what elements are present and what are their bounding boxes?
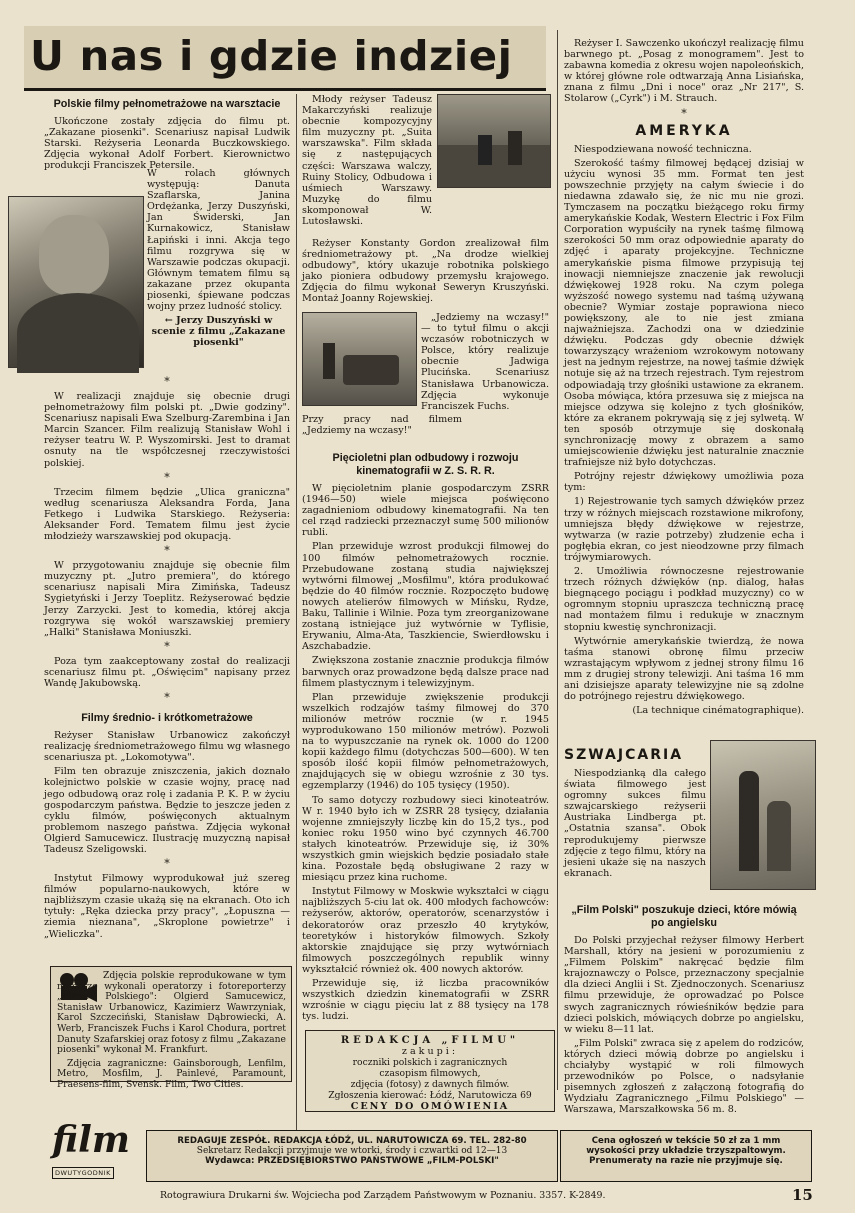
editorial-line: Sekretarz Redakcji przyjmuje we wtorki, środy i czwartki od 12—13: [196, 1146, 508, 1156]
column-2-top-text: [302, 94, 432, 234]
printer-line: Rotograwiura Drukarni św. Wojciecha pod Zarządem Państwowym w Poznaniu. 3357. K-2849.: [160, 1190, 606, 1201]
column-1-beside-photo: [147, 168, 290, 368]
redakcja-title: REDAKCJA „FILMU": [340, 1035, 520, 1046]
ad-line: Prenumeraty na razie nie przyjmuje się.: [589, 1156, 783, 1166]
portrait-body: [17, 293, 139, 373]
ruins-shape: [438, 145, 550, 187]
column-2-gordon: [302, 238, 549, 310]
redakcja-line: czasopism filmowych,: [379, 1068, 481, 1079]
redakcja-line: CENY DO OMÓWIENIA: [350, 1101, 510, 1112]
ad-line: Cena ogłoszeń w tekście 50 zł za 1 mm: [591, 1136, 781, 1146]
editorial-line: REDAGUJE ZESPÓŁ. REDAKCJA ŁÓDŹ, UL. NARUTOWICZA 69. TEL. 282-80: [177, 1136, 527, 1146]
paragraph: W rolach głównych występują: Danuta Szaflarska, Janina Ordężanka, Jerzy Duszyński, Jan Świderski, Jan Kurnakowicz, Stanisław Łapiński i inni. Akcja tego filmu rozgrywa się w Warszawie podczas okupacji. Głównym tematem filmu są zakazane przez okupanta piosenki, śpiewane podczas wojny przez ludność stolicy.: [147, 168, 290, 313]
heading-film-polski-search: „Film Polski" poszukuje dzieci, które mówią po angielsku: [571, 904, 797, 929]
paragraph: W przygotowaniu znajduje się obecnie film muzyczny pt. „Jutro premiera", do którego scenariusz napisali Mira Zimińska, Tadeusz Sygietyński i Jerzy Toeplitz. Reżyserować będzie Jerzy Zarzycki. Jest to komedia, której akcja rozgrywa się wokół warszawskiej premiery „Halki" Stanisława Moniuszki.: [44, 560, 290, 638]
photo-duszynski: [8, 196, 144, 368]
paragraph: Instytut Filmowy wyprodukował już szereg filmów popularno-naukowych, które w najbliższym czasie ukażą się na ekranach. Oto ich tytuły: „Ręka dziecka przy pracy", „Łopuszna — ziemia nieznana", „Skroplone powietrze" i „Wieliczka".: [44, 873, 290, 940]
paragraph: Potrójny rejestr dźwiękowy umożliwia poza tym:: [564, 471, 804, 494]
paragraph: Zwiększona zostanie znacznie produkcja filmów barwnych oraz prowadzone będą dalsze prace nad filmem plastycznym i telewizyjnym.: [302, 655, 549, 689]
column-1-main: [44, 374, 290, 962]
heading-short-films: Filmy średnio- i krótkometrażowe: [81, 712, 253, 725]
column-2-main: [302, 448, 549, 1064]
redakcja-line: zdjęcia (fotosy) z dawnych filmów.: [350, 1079, 510, 1090]
magazine-logo: [52, 1120, 138, 1178]
paragraph: „Jedziemy na wczasy!" — to tytuł filmu o akcji wczasów robotniczych w Polsce, który realizuje obecnie Jadwiga Plucińska. Scenariusz Stanisława Urbanowicza. Zdjęcia wykonuje Franciszek Fuchs.: [421, 312, 549, 412]
logo-text: film: [52, 1119, 130, 1161]
column-2-wczasy: [421, 312, 549, 412]
separator-star: *: [164, 544, 170, 558]
paragraph: Trzecim filmem będzie „Ulica graniczna" według scenariusza Aleksandra Forda, Jana Fetkego i Ludwika Starskiego. Reżyseria: Aleksander Ford. Tematem filmu jest życie młodzieży warszawskiej pod okupacją.: [44, 486, 290, 543]
heading-ameryka: AMERYKA: [635, 122, 733, 139]
paragraph: Szerokość taśmy filmowej będącej dzisiaj w użyciu wynosi 35 mm. Format ten jest powszechnie przyjęty na całym świecie i do niedawna zdawało się, że nic mu nie grozi. Tymczasem na początku bieżącego roku firmy amerykańskie Kodak, Western Electric i Fox Film Corporation wypuściły na rynek taśmę filmową szerokości 50 mm oraz odpowiednie aparaty do zdjęć i aparaty projekcyjne. Techniczne amerykańskie pisma filmowe przypisują tej inowacji niemniejsze znaczenie jak rewolucji dźwiękowej 1928 roku. Na czym polega wyższość nowego systemu nad taśmą używaną obecnie? Wymiar zostaje poprawiona nieco powiększony, ale to nie jest zmiana najważniejsza. Zachodzi ona w dziedzinie dźwięku. Podczas gdy obecnie dźwięk towarzyszący wrażeniom wzrokowym notowany jest na jednym rejestrze, na nowej taśmie dźwięk notuje się aż na trzech rejestrach. Tym rejestrom odpowiadają trzy głośniki ustawione za ekranem. Osoba mówiąca, która przesuwa się z miejsca na miejsce odzywa się kolejno z tych głośników, które za ekranem pokrywają się z jej sylwetą. W ten sposób otrzymuje się doskonałą synchronizację mowy z obrazem a samo umiejscowienie dźwięku jest naturalnie znacznie trafniejsze niż było dotychczas.: [564, 157, 804, 469]
page-number: 15: [792, 1186, 813, 1204]
subheading: Niespodziewana nowość techniczna.: [574, 143, 752, 155]
ad-price-box: [560, 1130, 812, 1182]
column-3-top: [564, 38, 804, 746]
paragraph: Niespodzianką dla całego świata filmowego jest ogromny sukces filmu szwajcarskiego reżyserii Austriaka Lindberga pt. „Ostatnia szansa". Obok reprodukujemy pierwsze zdjęcie z tego filmu, który na jesieni ukaże się na naszych ekranach.: [564, 768, 706, 879]
photo-caption: ← Jerzy Duszyński w scenie z filmu „Zakazane piosenki": [151, 315, 286, 349]
paragraph: 2. Umożliwia równoczesne rejestrowanie trzech różnych dźwięków (np. dialog, hałas biegnącego pociągu i podkład muzyczny) co w ogromnym stopniu upraszcza techniczną pracę nad montażem filmu i redukuje w znacznym stopniu kwestię synchronizacji.: [564, 566, 804, 633]
paragraph: Plan przewiduje wzrost produkcji filmowej do 100 filmów pełnometrażowych rocznie. Przebudowane zostaną studia największej wytwórni filmowej „Mosfilmu", która produkować będzie do 40 filmów rocznie. Rozpoczęto budowę nowych atelierów filmowych w Mińsku, Rydze, Baku, Tallinie i Wilnie. Poza tym zreorganizowane zostaną istniejące już wytwórnie w Tyflisie, Erywaniu, Alma-Ata, Taszkiencie, Swierdłowsku i Aszchabadzie.: [302, 541, 549, 653]
photo-jedziemy-na-wczasy: [302, 312, 417, 406]
photo-suita-warszawska: [437, 94, 551, 188]
paragraph: Do Polski przyjechał reżyser filmowy Herbert Marshall, który na jesieni w porozumieniu z „Filmem Polskim" nakręcać będzie film krajoznawczy o Polsce, przeznaczony specjalnie dla dzieci Anglii i St. Zjednoczonych. Scenariusz filmu przewiduje, że oprowadzać po Polsce swych zagranicznych rówieśników będzie para dzieci polskich, mówiących dobrze po angielsku, w wieku 8—11 lat.: [564, 935, 804, 1035]
paragraph: Poza tym zaakceptowany został do realizacji scenariusz filmu pt. „Oświęcim" napisany przez Wandę Jakubowską.: [44, 655, 290, 689]
figure-shape: [508, 131, 522, 165]
ad-line: wysokości przy układzie trzyszpaltowym.: [586, 1146, 786, 1156]
figure-shape: [739, 771, 759, 871]
photo-credits-box: [50, 966, 292, 1090]
paragraph: Reżyser I. Sawczenko ukończył realizację filmu barwnego pt. „Posag z monogramem". Jest to zabawna komedia z okresu wojen napoleońskich, w której główne role odtwarzają Anna Lisiańska, znana z filmu „Dni i noce" oraz „Nr 217", S. Stolarow („Cyrk") i M. Strauch.: [564, 38, 804, 105]
paragraph: Przewiduje się, iż liczba pracowników wszystkich dziedzin kinematografii w ZSRR wzrośnie w ciągu pięciu lat z 88 tysięcy na 178 tys. ludzi.: [302, 978, 549, 1023]
paragraph: W realizacji znajduje się obecnie drugi pełnometrażowy film polski pt. „Dwie godziny". Scenariusz napisali Ewa Szelburg-Zarembina i Jan Marcin Szancer. Film realizują Stanisław Wohl i reżyser teatru W. P. Wyszomirski. Jest to dramat osnuty na tle współczesnej rzeczywistości polskiej.: [44, 391, 290, 469]
portrait-shape: [39, 215, 109, 295]
figure-shape: [323, 343, 335, 379]
title-banner: [24, 26, 546, 91]
column-rule-1: [296, 94, 297, 1154]
credits-paragraph: Zdjęcia polskie reprodukowane w tym numerze wykonali operatorzy i fotoreporterzy „Filmu Polskiego": Olgierd Samucewicz, Stanisław Urbanowicz, Kazimierz Wawrzyniak, Karol Szczeciński, Stanisław Dąbrowiecki, A. Werb, Franciszek Fuchs i Karol Chodura, portret Danuty Szafarskiej oraz fotosy z filmu „Zakazane piosenki" wykonał M. Frankfurt.: [57, 970, 286, 1056]
redakcja-line: roczniki polskich i zagranicznych: [352, 1057, 508, 1068]
logo-subtitle: DWUTYGODNIK: [52, 1167, 114, 1179]
paragraph: Młody reżyser Tadeusz Makarczyński realizuje obecnie kompozycyjny film muzyczny pt. „Suita warszawska". Film składa się z następujących części: Warszawa walczy, Ruiny Stolicy, Odbudowa i uśmiech Warszawy. Muzykę do filmu skomponował W. Lutosławski.: [302, 94, 432, 228]
column-3-swiss: [564, 744, 706, 894]
column-3-bottom: [564, 900, 804, 1116]
separator-star: *: [164, 691, 170, 705]
paragraph: Reżyser Konstanty Gordon zrealizował film średniometrażowy pt. „Na drodze wielkiej odbudowy", który ukazuje robotnika polskiego jako pioniera odbudowy przemysłu krajowego. Zdjęcia do filmu wykonał Seweryn Kruszyński. Montaż Joanny Rojewskiej.: [302, 238, 549, 305]
paragraph: Plan przewiduje zwiększenie produkcji wszelkich rodzajów taśmy filmowej do 370 milionów metrów rocznie (w r. 1945 wyprodukowano 150 milionów metrów). Pozwoli na to wypuszczanie na rynek ok. 1000 do 1200 kopii każdego filmu (dotychczas 500—600). W ten sposób ilość kopii filmów pełnometrażowych, znajdujących się w obiegu wzrośnie z 30 tys. egzemplarzy (1946) do 105 tysięcy (1950).: [302, 691, 549, 792]
paragraph: 1) Rejestrowanie tych samych dźwięków przez trzy w różnych miejscach rozstawione mikrofony, umniejsza błędy dźwiękowe w rejestrze, wytwarza (w razie potrzeby) złudzenie echa i pogłębia ekran, co jest nieodzowne przy filmach trójwymiarowych.: [564, 496, 804, 563]
paragraph: Ukończone zostały zdjęcia do filmu pt. „Zakazane piosenki". Scenariusz napisał Ludwik Starski. Reżyseria Leonarda Buczkowskiego. Zdjęcia wykonał Adolf Forbert. Kierownictwo produkcji Franciszek Petersile.: [44, 116, 290, 172]
photo-ostatnia-szansa: [710, 740, 816, 890]
figure-shape: [478, 135, 492, 165]
paragraph: Wytwórnie amerykańskie twierdzą, że nowa taśma stanowi obronę filmu przeciw wzrastającym wpływom z jednej strony filmu 16 mm z drugiej strony telewizji. Ani taśma 16 mm ani dzisiejsze aparaty telewizyjne nie są zdolne do potrójnego rejestru dźwiękowego.: [564, 635, 804, 703]
editorial-line: Wydawca: PRZEDSIĘBIORSTWO PAŃSTWOWE „FILM-POLSKI": [205, 1156, 499, 1166]
column-rule-2: [557, 30, 558, 1090]
paragraph: To samo dotyczy rozbudowy sieci kinoteatrów. W r. 1940 było ich w ZSRR 28 tysięcy, działania wojenne zmniejszyły liczbę kin do 15,2 tys., pod koniec roku 1950 wino być czynnych 46.700 stałych kinoteatrów. Przewiduje się, iż 30% wszystkich gmin wiejskich będzie posiadało stałe kina. Pozostałe będą obsługiwane 2 razy w miesiącu przez kina ruchome.: [302, 794, 549, 884]
separator-star: *: [681, 106, 687, 120]
page-title: U nas i gdzie indziej: [30, 32, 513, 80]
heading-szwajcaria: SZWAJCARIA: [564, 747, 684, 763]
separator-star: *: [164, 857, 170, 871]
paragraph: „Film Polski" zwraca się z apelem do rodziców, których dzieci mówią dobrze po angielsku i chciałyby wystąpić w roli filmowych przewodników po Polsce, o nadsyłanie pisemnych zgłoszeń z załączoną fotografią do Wydziału Zagranicznego „Filmu Polskiego" — Warszawa, Marszałkowska 56 m. 8.: [564, 1037, 804, 1116]
credits-text: [57, 971, 286, 1094]
paragraph: Reżyser Stanisław Urbanowicz zakończył realizację średniometrażowego filmu wg własnego scenariusza pt. „Lokomotywa".: [44, 730, 290, 764]
redakcja-zakupi: zakupi:: [401, 1046, 459, 1057]
separator-star: *: [164, 375, 170, 388]
paragraph: Instytut Filmowy w Moskwie wykształci w ciągu najbliższych 5-ciu lat ok. 400 młodych fachowców: reżyserów, aktorów, operatorów, scenarzystów i dekoratorów oraz przeszło 40 krytyków, teoretyków i historyków filmowych. Szkoły aktorskie znajdujące się przy wytwórniach filmowych poszczególnych republik winny wykształcić również ok. 400 nowych aktorów.: [302, 886, 549, 975]
credits-foreign: Zdjęcia zagraniczne: Gainsborough, Lenfilm, Metro, Mosfilm, J. Painlevé, Paramount, Praesens-film, Svensk. Film, Two Cities.: [57, 1057, 286, 1090]
editorial-box: [146, 1130, 558, 1182]
figure-shape: [767, 801, 791, 871]
separator-star: *: [164, 639, 170, 653]
column-2-caption: [302, 414, 462, 440]
redakcja-line: Zgłoszenia kierować: Łódź, Narutowicza 69: [328, 1090, 532, 1101]
tractor-shape: [343, 355, 399, 385]
paragraph: W pięcioletnim planie gospodarczym ZSRR (1946—50) wiele miejsca poświęcono zagadnieniom odbudowy kinematografii. Na ten cel rząd radziecki przeznaczył sumę 500 milionów rubli.: [302, 483, 549, 539]
heading-polish-films: Polskie filmy pełnometrażowe na warsztacie: [53, 98, 281, 110]
heading-five-year-plan: Pięcioletni plan odbudowy i rozwoju kinematografii w Z. S. R. R.: [332, 452, 519, 477]
source-note: (La technique cinématographique).: [632, 705, 804, 717]
photo-caption: Przy pracy nad filmem „Jedziemy na wczasy!": [302, 414, 462, 436]
separator-star: *: [164, 470, 170, 484]
redakcja-ad-box: [305, 1030, 555, 1112]
paragraph: Film ten obrazuje zniszczenia, jakich doznało kolejnictwo polskie w czasie wojny, pracę nad jego odbudową oraz rolę i zadania P. K. P. w życiu gospodarczym państwa. Będzie to jeszcze jeden z cyklu filmów, poświęconych aktualnym problemom naszego państwa. Zdjęcia wykonał Olgierd Samucewicz. Ilustrację muzyczną napisał Tadeusz Szeligowski.: [44, 766, 290, 855]
